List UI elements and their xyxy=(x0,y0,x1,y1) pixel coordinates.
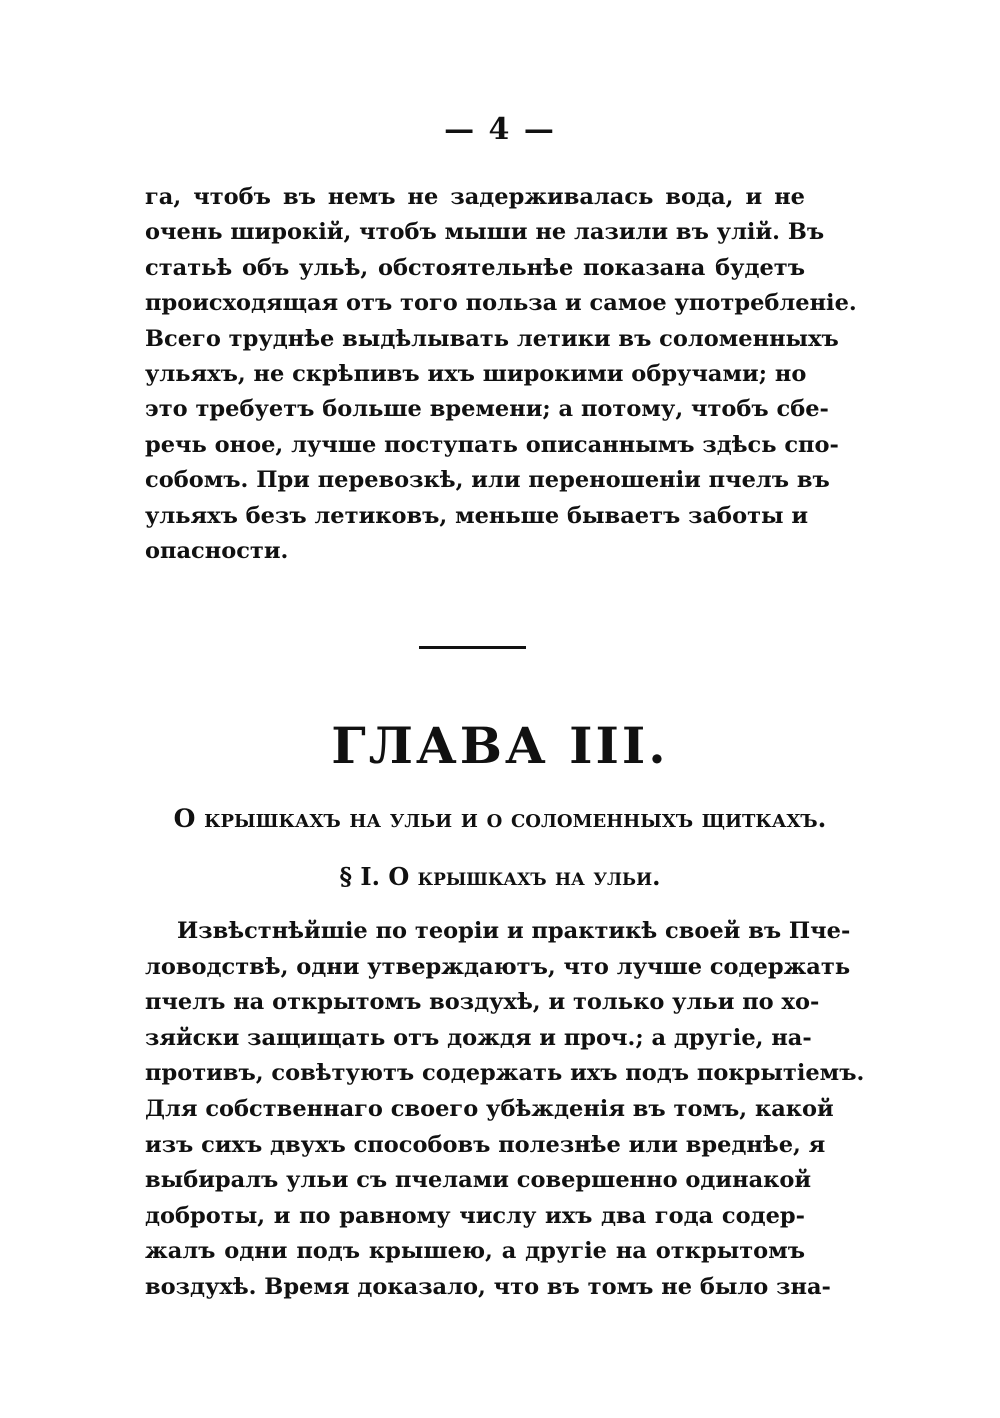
paragraph-line: жалъ одни подъ крышею, а другіе на открытомъ xyxy=(145,1238,805,1265)
top-paragraph xyxy=(145,180,857,569)
paragraph-line: выбиралъ ульи съ пчелами совершенно одинакой xyxy=(145,1167,812,1194)
bottom-paragraph xyxy=(145,914,865,1306)
paragraph-line: собомъ. При перевозкѣ, или переношеніи пчелъ въ xyxy=(145,467,830,494)
paragraph-line: опасности. xyxy=(145,538,289,565)
paragraph-line: речь оное, лучше поступать описаннымъ здѣсь спо- xyxy=(145,431,839,458)
paragraph-line: га, чтобъ въ немъ не задерживалась вода, и не xyxy=(145,184,805,210)
paragraph-line: противъ, совѣтуютъ содержать ихъ подъ покрытіемъ. xyxy=(145,1060,865,1087)
paragraph-line: пчелъ на открытомъ воздухѣ, и только ульи по хо- xyxy=(145,989,820,1016)
chapter-subtitle: О крышкахъ на ульи и о соломенныхъ щиткахъ. xyxy=(173,804,827,833)
paragraph-line: статьѣ объ ульѣ, обстоятельнѣе показана будетъ xyxy=(145,254,805,281)
paragraph-line: воздухѣ. Время доказало, что въ томъ не было зна- xyxy=(145,1273,831,1300)
paragraph-line: Всего труднѣе выдѣлывать летики въ соломенныхъ xyxy=(145,325,839,352)
page-number: — 4 — xyxy=(444,112,556,147)
paragraph-line: зяйски защищать отъ дождя и проч.; а другіе, на- xyxy=(145,1024,812,1051)
paragraph-line: ульяхъ, не скрѣпивъ ихъ широкими обручами; но xyxy=(145,361,807,388)
paragraph-line: ловодствѣ, одни утверждаютъ, что лучше содержать xyxy=(145,953,851,980)
paragraph-line: это требуетъ больше времени; а потому, чтобъ сбе- xyxy=(145,396,829,423)
paragraph-line: доброты, и по равному числу ихъ два года содер- xyxy=(145,1202,805,1229)
section-heading: § I. О крышкахъ на ульи. xyxy=(339,862,661,891)
paragraph-line: происходящая отъ того польза и самое употребленіе. xyxy=(145,290,857,317)
section-divider xyxy=(419,646,526,649)
paragraph-line: изъ сихъ двухъ способовъ полезнѣе или вреднѣе, я xyxy=(145,1131,826,1158)
paragraph-line: ульяхъ безъ летиковъ, меньше бываетъ заботы и xyxy=(145,502,809,529)
chapter-title: ГЛАВА III. xyxy=(331,716,669,775)
paragraph-line: Извѣстнѣйшіе по теоріи и практикѣ своей въ Пче- xyxy=(177,918,851,944)
paragraph-line: очень широкій, чтобъ мыши не лазили въ улій. Въ xyxy=(145,219,825,246)
paragraph-line: Для собственнаго своего убѣжденія въ томъ, какой xyxy=(145,1095,834,1122)
